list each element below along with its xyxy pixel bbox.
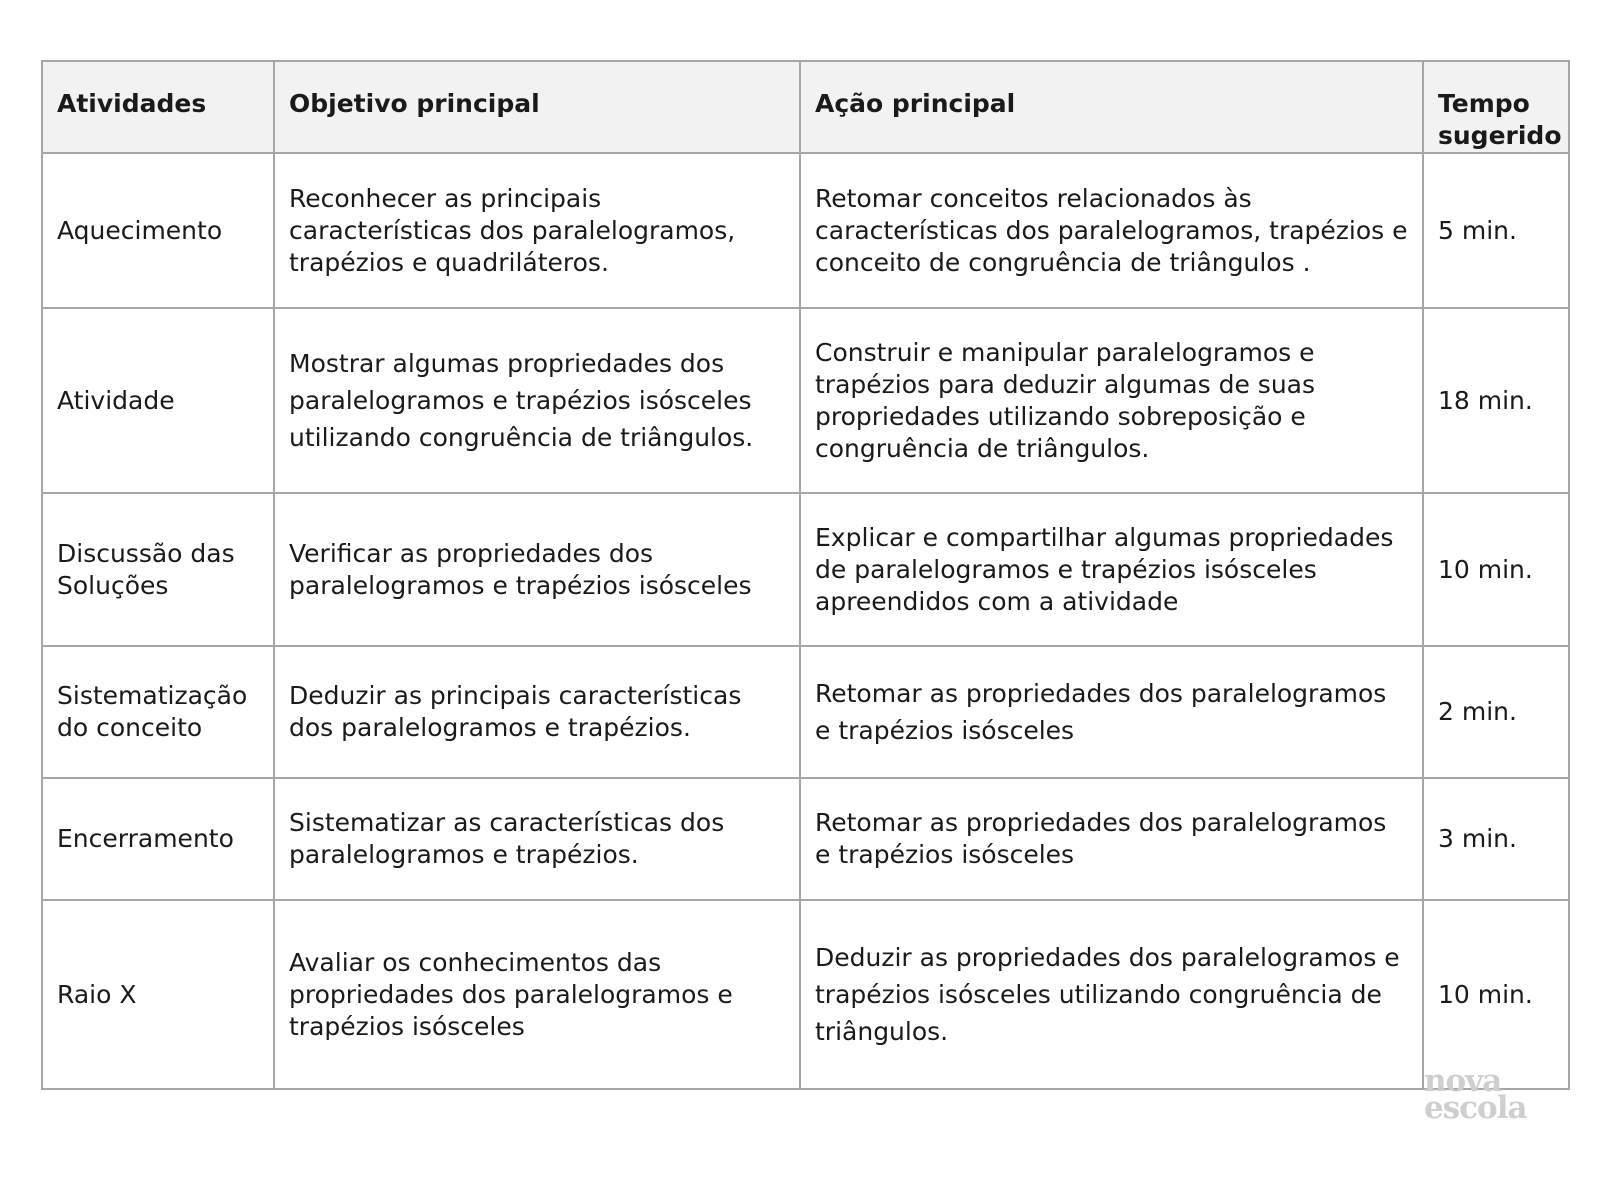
- goal-cell: Deduzir as principais características dos paralelogramos e trapézios.: [274, 646, 800, 778]
- header-main-goal: Objetivo principal: [274, 61, 800, 153]
- time-cell: 18 min.: [1423, 308, 1569, 493]
- action-cell: Retomar as propriedades dos paralelogramos e trapézios isósceles: [800, 646, 1423, 778]
- time-cell: 5 min.: [1423, 153, 1569, 308]
- table-row: [42, 308, 1569, 493]
- table-header-row: [42, 61, 1569, 153]
- lesson-plan-table: [41, 60, 1570, 1090]
- header-suggested-time: Tempo sugerido: [1423, 61, 1569, 153]
- time-cell: 10 min.: [1423, 493, 1569, 646]
- action-cell: Deduzir as propriedades dos paralelogramos e trapézios isósceles utilizando congruência de triângulos.: [800, 900, 1423, 1089]
- goal-cell: Reconhecer as principais características dos paralelogramos, trapézios e quadriláteros.: [274, 153, 800, 308]
- activity-cell: Encerramento: [42, 778, 274, 900]
- activity-cell: Sistematização do conceito: [42, 646, 274, 778]
- watermark-line-2: escola: [1424, 1090, 1527, 1126]
- time-cell: 10 min.: [1423, 900, 1569, 1089]
- table-row: [42, 900, 1569, 1089]
- table-row: [42, 778, 1569, 900]
- header-activities: Atividades: [42, 61, 274, 153]
- goal-cell: Verificar as propriedades dos paralelogramos e trapézios isósceles: [274, 493, 800, 646]
- time-cell: 2 min.: [1423, 646, 1569, 778]
- action-cell: Retomar as propriedades dos paralelogramos e trapézios isósceles: [800, 778, 1423, 900]
- table-row: [42, 646, 1569, 778]
- action-cell: Retomar conceitos relacionados às características dos paralelogramos, trapézios e conceito de congruência de triângulos .: [800, 153, 1423, 308]
- activity-cell: Raio X: [42, 900, 274, 1089]
- goal-cell: Mostrar algumas propriedades dos paralelogramos e trapézios isósceles utilizando congruência de triângulos.: [274, 308, 800, 493]
- action-cell: Explicar e compartilhar algumas propriedades de paralelogramos e trapézios isósceles apreendidos com a atividade: [800, 493, 1423, 646]
- header-main-action: Ação principal: [800, 61, 1423, 153]
- action-cell: Construir e manipular paralelogramos e trapézios para deduzir algumas de suas propriedades utilizando sobreposição e congruência de triângulos.: [800, 308, 1423, 493]
- time-cell: 3 min.: [1423, 778, 1569, 900]
- nova-escola-watermark-logo: [1424, 1063, 1544, 1126]
- goal-cell: Avaliar os conhecimentos das propriedades dos paralelogramos e trapézios isósceles: [274, 900, 800, 1089]
- activity-cell: Atividade: [42, 308, 274, 493]
- goal-cell: Sistematizar as características dos paralelogramos e trapézios.: [274, 778, 800, 900]
- table-row: [42, 153, 1569, 308]
- activity-cell: Discussão das Soluções: [42, 493, 274, 646]
- watermark-line-1: nova: [1424, 1063, 1502, 1099]
- table-row: [42, 493, 1569, 646]
- activity-cell: Aquecimento: [42, 153, 274, 308]
